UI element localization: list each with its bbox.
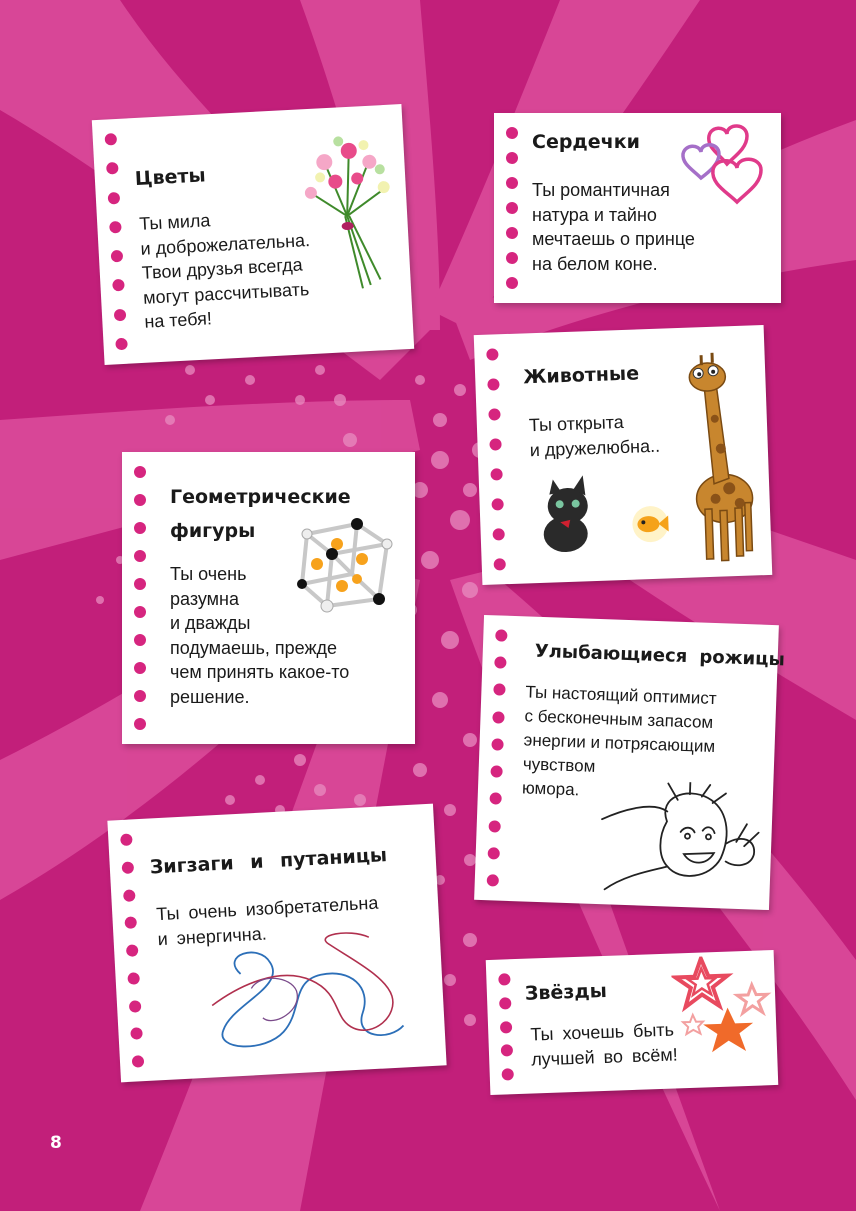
spiral-dots <box>105 133 128 350</box>
spiral-dots <box>498 973 514 1080</box>
card-text: Ты романтичная натура и тайно мечтаешь о принце на белом коне. <box>532 180 695 274</box>
spiral-dots <box>506 127 518 289</box>
stars-icon <box>671 954 775 1062</box>
card-flowers <box>92 104 414 365</box>
card-title: Геометрические фигуры <box>170 486 351 542</box>
card-title: Цветы <box>134 164 207 191</box>
card-text: Ты хочешь быть лучшей во всём! <box>530 1019 678 1070</box>
spiral-dots <box>120 833 144 1067</box>
giraffe-cat-fish-icon <box>534 337 767 575</box>
tangled-lines-icon <box>199 925 415 1056</box>
card-text: Ты очень разумна и дважды подумаешь, прежде чем принять какое-то решение. <box>170 564 350 707</box>
card-hearts <box>494 113 781 303</box>
card-smiles <box>474 615 786 910</box>
page-number: 8 <box>50 1133 62 1153</box>
hearts-icon <box>679 118 774 213</box>
smiling-girl-icon <box>594 779 768 905</box>
card-animals <box>474 325 773 585</box>
card-title: Зигзаги и путаницы <box>149 844 388 879</box>
card-title: Звёзды <box>524 979 608 1005</box>
flower-bouquet-icon <box>292 119 401 294</box>
card-geometry <box>122 452 415 744</box>
spiral-dots <box>134 466 146 730</box>
card-stars <box>486 950 779 1095</box>
card-title: Улыбающиеся рожицы <box>534 640 786 671</box>
card-title: Животные <box>522 362 640 389</box>
card-text: Ты открыта и дружелюбна.. <box>528 411 661 460</box>
card-text: Ты мила и доброжелательна. Твои друзья всегда могут рассчитывать на тебя! <box>138 210 311 332</box>
card-text: Ты очень изобретательна и энергична. <box>155 892 379 949</box>
spiral-dots <box>486 348 506 570</box>
card-title: Сердечки <box>532 131 640 153</box>
card-text: Ты настоящий оптимист с бесконечным запасом энергии и потрясающим чувством юмора. <box>521 682 717 800</box>
card-zigzags <box>107 804 446 1083</box>
molecule-cube-icon <box>287 514 397 614</box>
spiral-dots <box>487 629 508 886</box>
